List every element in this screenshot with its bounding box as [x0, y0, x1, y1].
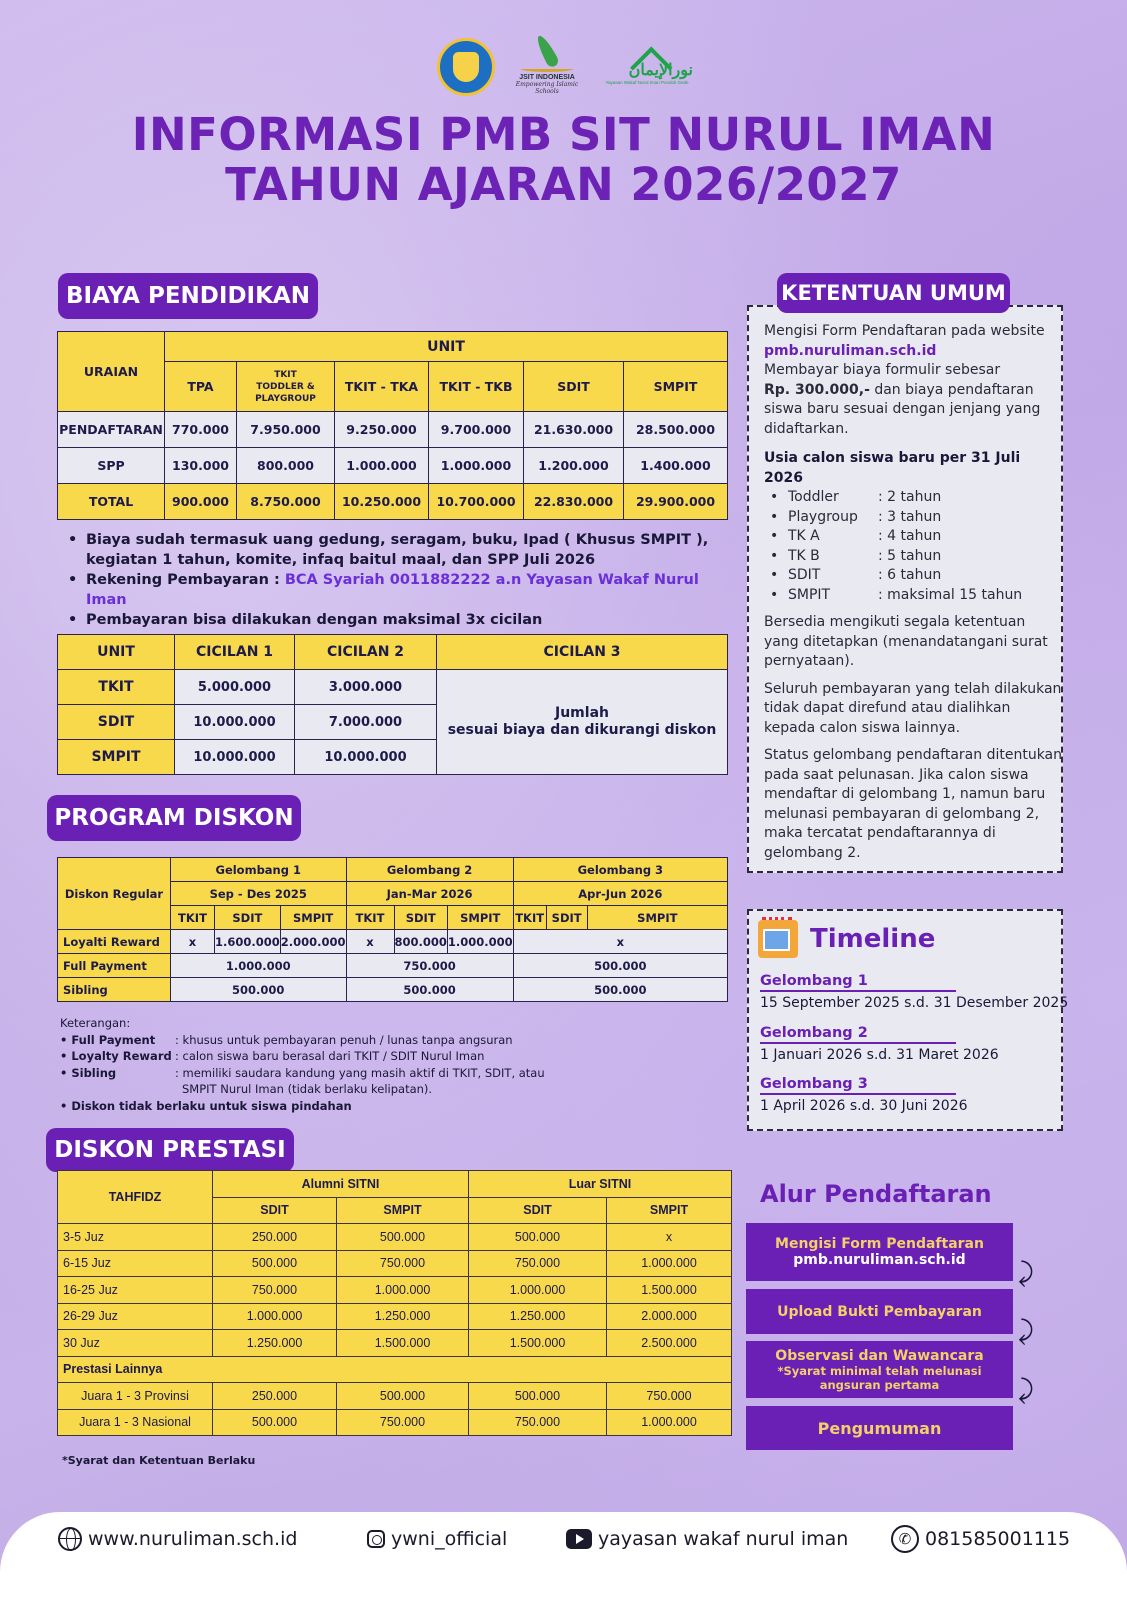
unit-header: UNIT	[165, 332, 728, 362]
discount-table: Diskon Regular Gelombang 1 Gelombang 2 Gelombang 3 Sep - Des 2025 Jan-Mar 2026 Apr-Jun 2026 TKIT SDIT SMPIT TKIT SDIT SMPIT TKIT SDIT SMPIT Loyalti Reward x 1.600.000 2.000.000 x 800.000 1.000.000 x Full Payment 1.000.000 750.000 500.000 Sibling 500.000 500.000 500.000	[57, 857, 728, 1002]
table-row: Juara 1 - 3 Nasional 500.000 750.000 750.000 1.000.000	[58, 1409, 732, 1436]
youtube-icon	[566, 1529, 592, 1549]
list-item: • Toddler : 2 tahun	[770, 489, 942, 505]
table-row-section: Prestasi Lainnya	[58, 1356, 732, 1383]
table-row: Loyalti Reward x 1.600.000 2.000.000 x 800.000 1.000.000 x	[58, 930, 728, 954]
calendar-icon	[758, 920, 798, 958]
footer-website[interactable]: www.nuruliman.sch.id	[58, 1524, 297, 1554]
uraian-header: URAIAN	[58, 332, 165, 412]
flow-arrow-icon: ⤸	[1018, 1258, 1034, 1288]
age-requirements: Usia calon siswa baru per 31 Juli 2026 • Toddler : 2 tahun • Playgroup : 3 tahun • TK A : 4 tahun • TK B : 5 tahun • SDIT : 6 tahun • SMPIT : maksimal 15 tahun	[764, 449, 1064, 605]
col-header: TKIT - TKA	[335, 362, 429, 412]
ketentuan-umum-heading: KETENTUAN UMUM	[777, 273, 1010, 313]
col-header: TPA	[165, 362, 237, 412]
table-row: Sibling 500.000 500.000 500.000	[58, 978, 728, 1002]
timeline-item: Gelombang 3 1 April 2026 s.d. 30 Juni 2026	[760, 1076, 968, 1114]
table-row: 16-25 Juz 750.000 1.000.000 1.000.000 1.500.000	[58, 1277, 732, 1304]
col-header: TKIT - TKB	[429, 362, 524, 412]
flow-arrow-icon: ⤸	[1018, 1375, 1034, 1405]
list-item: • Playgroup : 3 tahun	[770, 508, 942, 525]
jsit-indonesia-logo: JSIT INDONESIA Empowering Islamic Schools	[507, 34, 587, 98]
list-item: • SDIT : 6 tahun	[770, 567, 942, 583]
ketentuan-content: Mengisi Form Pendaftaran pada website pmb.nuruliman.sch.id Membayar biaya formulir sebesar Rp. 300.000,- dan biaya pendaftaran siswa baru sesuai dengan jenjang yang didaftarkan. Usia calon siswa baru per 31 Juli 2026 • Toddler : 2 tahun • Playgroup : 3 tahun • TK A : 4 tahun • TK B : 5 tahun • SDIT : 6 tahun • SMPIT : maksimal 15 tahun Bersedia mengikuti segala ketentuan yang ditetapkan (menandatangani surat pernyataan). Seluruh pembayaran yang telah dilakukan tidak dapat direfund atau dialihkan kepada calon siswa lainnya. Status gelombang pendaftaran ditentukan pada saat pelunasan. Jika calon siswa mendaftar di gelombang 1, namun baru melunasi pembayaran di gelombang 2, maka tercatat pendaftarannya di gelombang 2.	[764, 323, 1063, 861]
note-item: • Biaya sudah termasuk uang gedung, seragam, buku, Ipad ( Khusus SMPIT ), kegiatan 1 tahun, komite, infaq baitul maal, dan SPP Juli 2026	[64, 530, 724, 570]
table-row: TKIT 5.000.000 3.000.000 Jumlah sesuai biaya dan dikurangi diskon	[58, 670, 728, 705]
step-upload-payment: Upload Bukti Pembayaran	[746, 1289, 1013, 1334]
table-row: PENDAFTARAN 770.000 7.950.000 9.250.000 9.700.000 21.630.000 28.500.000	[58, 412, 728, 448]
timeline-item: Gelombang 1 15 September 2025 s.d. 31 Desember 2025	[760, 973, 1069, 1011]
step-observation-interview: Observasi dan Wawancara *Syarat minimal telah melunasi angsuran pertama	[746, 1341, 1013, 1398]
list-item: • TK B : 5 tahun	[770, 547, 942, 564]
table-row: 6-15 Juz 500.000 750.000 750.000 1.000.000	[58, 1250, 732, 1277]
col-header: SDIT	[524, 362, 624, 412]
col-header: TKIT TODDLER & PLAYGROUP	[237, 362, 335, 412]
fee-notes	[64, 530, 724, 630]
note-item: • Pembayaran bisa dilakukan dengan maksimal 3x cicilan	[64, 610, 724, 630]
list-item: • TK A : 4 tahun	[770, 528, 942, 544]
page-title: INFORMASI PMB SIT NURUL IMAN	[131, 108, 996, 161]
table-row: SDIT 10.000.000 7.000.000	[58, 705, 728, 740]
step-fill-form: Mengisi Form Pendaftaran pmb.nuruliman.sch.id	[746, 1223, 1013, 1281]
page-subtitle: TAHUN AJARAN 2026/2027	[225, 158, 902, 211]
discount-notes: Keterangan: • Full Payment : khusus untuk pembayaran penuh / lunas tanpa angsuran • Loyalty Reward : calon siswa baru berasal dari TKIT / SDIT Nurul Iman • Sibling : memiliki saudara kandung yang masih aktif di TKIT, SDIT, atau SMPIT Nurul Iman (tidak berlaku kelipatan). • Diskon tidak berlaku untuk siswa pindahan	[60, 1016, 545, 1113]
table-row: 26-29 Juz 1.000.000 1.250.000 1.250.000 2.000.000	[58, 1303, 732, 1330]
tut-wuri-handayani-logo	[437, 38, 495, 96]
note-item: • Rekening Pembayaran : BCA Syariah 0011882222 a.n Yayasan Wakaf Nurul Iman	[64, 570, 724, 610]
bank-account: BCA Syariah 0011882222 a.n Yayasan Wakaf Nurul Iman	[86, 572, 699, 608]
table-row: Juara 1 - 3 Provinsi 250.000 500.000 500.000 750.000	[58, 1383, 732, 1410]
step-announcement: Pengumuman	[746, 1406, 1013, 1450]
biaya-pendidikan-heading: BIAYA PENDIDIKAN	[58, 273, 318, 319]
table-row: SMPIT 10.000.000 10.000.000	[58, 740, 728, 775]
flow-arrow-icon: ⤸	[1018, 1316, 1034, 1346]
terms-footnote: *Syarat dan Ketentuan Berlaku	[62, 1454, 256, 1467]
globe-icon	[58, 1527, 82, 1551]
table-row-total: TOTAL 900.000 8.750.000 10.250.000 10.700.000 22.830.000 29.900.000	[58, 484, 728, 520]
footer-instagram[interactable]: ywni_official	[367, 1524, 507, 1554]
registration-website-link[interactable]: pmb.nuruliman.sch.id	[764, 342, 937, 359]
footer-youtube[interactable]: yayasan wakaf nurul iman	[566, 1524, 848, 1554]
footer-phone[interactable]: ✆ 081585001115	[891, 1524, 1070, 1554]
timeline-title: Timeline	[810, 924, 936, 954]
fee-table	[57, 331, 728, 520]
instagram-icon	[367, 1530, 385, 1548]
table-row: 30 Juz 1.250.000 1.500.000 1.500.000 2.500.000	[58, 1330, 732, 1357]
achievement-discount-table: TAHFIDZ Alumni SITNI Luar SITNI SDIT SMPIT SDIT SMPIT 3-5 Juz 250.000 500.000 500.000 x 6-15 Juz 500.000 750.000 750.000 1.000.000 16-25 Juz 750.000 1.000.000 1.000.000 1.500.000 26-29 Juz 1.000.000 1.250.000 1.250.000 2.000.000 30 Juz 1.250.000 1.500.000 1.500.000 2.500.000 Prestasi Lainnya Juara 1 - 3 Provinsi 250.000 500.000 500.000 750.000 Juara 1 - 3 Nasional 500.000 750.000 750.000 1.000.000	[57, 1170, 732, 1436]
table-row: 3-5 Juz 250.000 500.000 500.000 x	[58, 1224, 732, 1251]
installment-table: UNIT CICILAN 1 CICILAN 2 CICILAN 3 TKIT 5.000.000 3.000.000 Jumlah sesuai biaya dan dikurangi diskon SDIT 10.000.000 7.000.000 SMPIT 10.000.000 10.000.000	[57, 634, 728, 775]
table-row: SPP 130.000 800.000 1.000.000 1.000.000 1.200.000 1.400.000	[58, 448, 728, 484]
table-row: Full Payment 1.000.000 750.000 500.000	[58, 954, 728, 978]
diskon-prestasi-heading: DISKON PRESTASI	[46, 1128, 294, 1172]
program-diskon-heading: PROGRAM DISKON	[47, 795, 301, 841]
col-header: SMPIT	[624, 362, 728, 412]
phone-icon: ✆	[891, 1525, 919, 1553]
timeline-item: Gelombang 2 1 Januari 2026 s.d. 31 Maret 2026	[760, 1025, 999, 1063]
feather-icon	[527, 34, 567, 70]
list-item: • SMPIT : maksimal 15 tahun	[770, 586, 1023, 603]
cicilan-3-note: Jumlah sesuai biaya dan dikurangi diskon	[437, 670, 728, 775]
alur-title: Alur Pendaftaran	[760, 1180, 992, 1208]
nurul-iman-logo: نورالإيمان Yayasan Wakaf Nurul Iman Pondok Gede	[597, 36, 697, 98]
